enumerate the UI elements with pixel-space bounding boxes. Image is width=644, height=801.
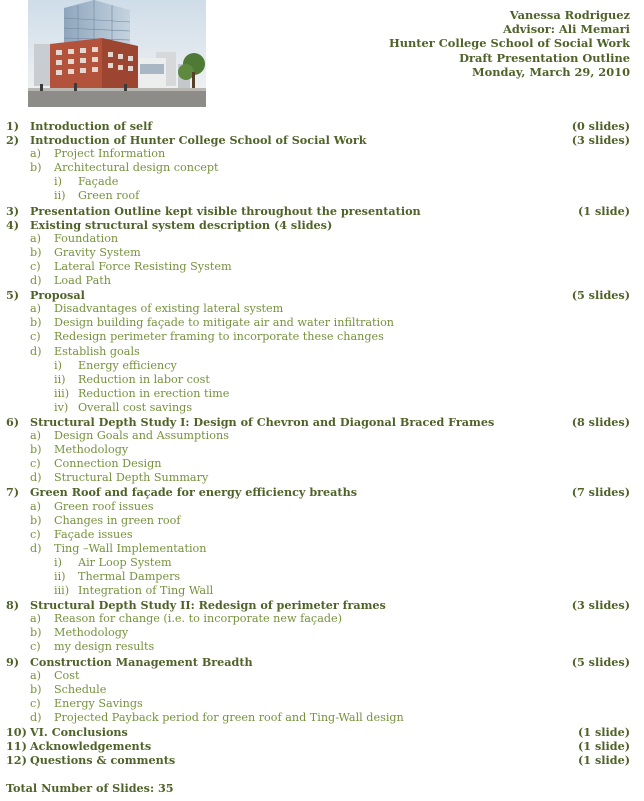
outline-subitem [6,345,630,359]
item-number: c) [30,696,41,710]
item-number: 11) [6,739,27,754]
outline-subitem [6,683,630,697]
item-text: Project Information [54,147,166,161]
slide-count: (7 slides) [571,485,630,500]
item-text: Proposal [30,288,85,303]
outline-subitem [6,274,630,288]
item-text: Introduction of Hunter College School of Social Work [30,133,367,148]
slide-count: (1 slide) [577,203,630,218]
item-number: iii) [54,386,70,400]
item-number: 6) [6,414,20,429]
slide-count: (3 slides) [571,133,630,148]
item-text: Ting –Wall Implementation [54,541,207,555]
item-text: Reduction in labor cost [78,372,210,386]
item-number: b) [30,513,42,527]
slide-count: (3 slides) [571,598,630,613]
outline-subitem [6,697,630,711]
item-number: iv) [54,400,69,414]
outline-subitem [6,232,630,246]
item-text: Methodology [54,626,129,640]
slide-count: (1 slide) [577,753,630,768]
item-number: 12) [6,753,27,768]
item-number: d) [30,274,42,288]
item-text: Changes in green roof [54,513,181,527]
item-text: Façade issues [54,527,133,541]
outline-subitem [6,330,630,344]
item-text: Green roof issues [54,499,154,513]
slide-count: (1 slide) [577,725,630,740]
item-number: a) [30,231,42,245]
item-number: c) [30,457,41,471]
item-number: 7) [6,485,20,500]
outline-section [6,415,630,429]
outline-subitem [6,246,630,260]
item-text: Energy Savings [54,696,143,710]
outline-section [6,119,630,133]
outline-subsubitem [6,359,630,373]
outline-section [6,288,630,302]
advisor-name: Advisor: Ali Memari [502,22,630,37]
item-number: a) [30,612,42,626]
item-text: Projected Payback period for green roof and Ting-Wall design [54,710,404,724]
presentation-outline [6,119,630,767]
item-number: i) [54,555,62,569]
item-text: Structural Depth Study II: Redesign of perimeter frames [30,598,386,613]
item-number: 5) [6,288,20,303]
slide-count: (5 slides) [571,288,630,303]
outline-section [6,485,630,499]
item-number: b) [30,161,42,175]
item-text: Energy efficiency [78,358,177,372]
outline-subsubitem [6,584,630,598]
item-number: 1) [6,119,20,133]
item-number: b) [30,316,42,330]
outline-subitem [6,302,630,316]
outline-subsubitem [6,570,630,584]
outline-subitem [6,626,630,640]
outline-subsubitem [6,401,630,415]
outline-subitem [6,161,630,175]
item-text: Design Goals and Assumptions [54,429,229,443]
building-rendering-image [28,0,206,107]
item-text: Structural Depth Summary [54,471,209,485]
item-text: Green Roof and façade for energy efficiency breaths [30,485,357,500]
item-text: Acknowledgements [30,739,152,754]
outline-subitem [6,471,630,485]
item-text: Façade [78,175,119,189]
item-text: Cost [54,668,80,682]
item-number: 2) [6,133,20,148]
outline-subsubitem [6,373,630,387]
outline-subitem [6,500,630,514]
item-text: Integration of Ting Wall [78,584,214,598]
document-header [389,8,630,79]
item-number: a) [30,499,42,513]
outline-section [6,655,630,669]
outline-subitem [6,711,630,725]
outline-section [6,204,630,218]
item-number: d) [30,344,42,358]
item-number: c) [30,640,41,654]
outline-section [6,725,630,739]
outline-subitem [6,612,630,626]
item-number: ii) [54,570,66,583]
item-number: a) [30,147,42,161]
item-number: 9) [6,654,20,669]
item-number: a) [30,429,42,443]
item-number: 3) [6,203,20,218]
item-number: ii) [54,372,66,386]
item-number: c) [30,527,41,541]
outline-subitem [6,542,630,556]
item-number: d) [30,471,42,485]
item-text: Structural Depth Study I: Design of Chevron and Diagonal Braced Frames [30,414,495,429]
item-text: Introduction of self [30,119,153,133]
item-text: Thermal Dampers [78,570,181,583]
item-number: 8) [6,598,20,613]
outline-subsubitem [6,556,630,570]
outline-subitem [6,429,630,443]
item-number: i) [54,358,62,372]
item-text: Overall cost savings [78,400,193,414]
item-number: d) [30,710,42,724]
slide-count: (8 slides) [571,414,630,429]
outline-subitem [6,640,630,654]
outline-subitem [6,669,630,683]
item-text: Gravity System [54,245,141,259]
item-text: Load Path [54,274,111,288]
outline-subitem [6,443,630,457]
slide-count: (1 slide) [577,739,630,754]
item-number: c) [30,259,41,273]
outline-section [6,598,630,612]
item-text: Reduction in erection time [78,386,230,400]
document-date: Monday, March 29, 2010 [472,64,630,79]
outline-subitem [6,514,630,528]
item-number: b) [30,682,42,696]
item-number: c) [30,330,41,344]
outline-subitem [6,147,630,161]
item-text: Connection Design [54,457,162,471]
item-text: my design results [54,640,155,654]
item-text: Construction Management Breadth [30,654,253,669]
outline-section [6,218,630,232]
item-number: i) [54,175,62,189]
slide-count: (5 slides) [571,654,630,669]
item-text: Questions & comments [30,753,176,768]
item-number: a) [30,302,42,316]
outline-subsubitem [6,175,630,189]
outline-section [6,739,630,753]
item-number: d) [30,541,42,555]
total-slides: Total Number of Slides: 35 [6,781,174,795]
item-text: Design building façade to mitigate air and water infiltration [54,316,395,330]
item-text: Foundation [54,231,119,245]
outline-subitem [6,528,630,542]
item-text: Architectural design concept [54,161,219,175]
item-number: b) [30,626,42,640]
item-number: 10) [6,725,27,740]
item-text: Presentation Outline kept visible throughout the presentation [30,203,421,218]
item-text: Methodology [54,443,129,457]
item-number: a) [30,668,42,682]
outline-subitem [6,316,630,330]
outline-subsubitem [6,387,630,401]
item-text: VI. Conclusions [30,725,128,740]
item-text: Reason for change (i.e. to incorporate new façade) [54,612,343,626]
outline-subsubitem [6,189,630,203]
slide-count: (0 slides) [571,119,630,133]
item-text: Establish goals [54,344,140,358]
item-text: Disadvantages of existing lateral system [54,302,284,316]
outline-section [6,753,630,767]
item-number: b) [30,443,42,457]
item-number: 4) [6,217,20,232]
document-title: Draft Presentation Outline [459,50,630,65]
item-text: Green roof [78,189,140,203]
outline-section [6,133,630,147]
item-number: iii) [54,584,70,598]
author-name: Vanessa Rodriguez [509,8,630,22]
outline-subitem [6,457,630,471]
item-text: Lateral Force Resisting System [54,259,232,273]
item-text: Redesign perimeter framing to incorporate these changes [54,330,384,344]
item-text: Air Loop System [78,555,172,569]
item-text: Schedule [54,682,107,696]
item-number: b) [30,245,42,259]
item-number: ii) [54,189,66,203]
project-name: Hunter College School of Social Work [388,36,630,51]
item-text: Existing structural system description (4 slides) [30,217,333,232]
outline-subitem [6,260,630,274]
